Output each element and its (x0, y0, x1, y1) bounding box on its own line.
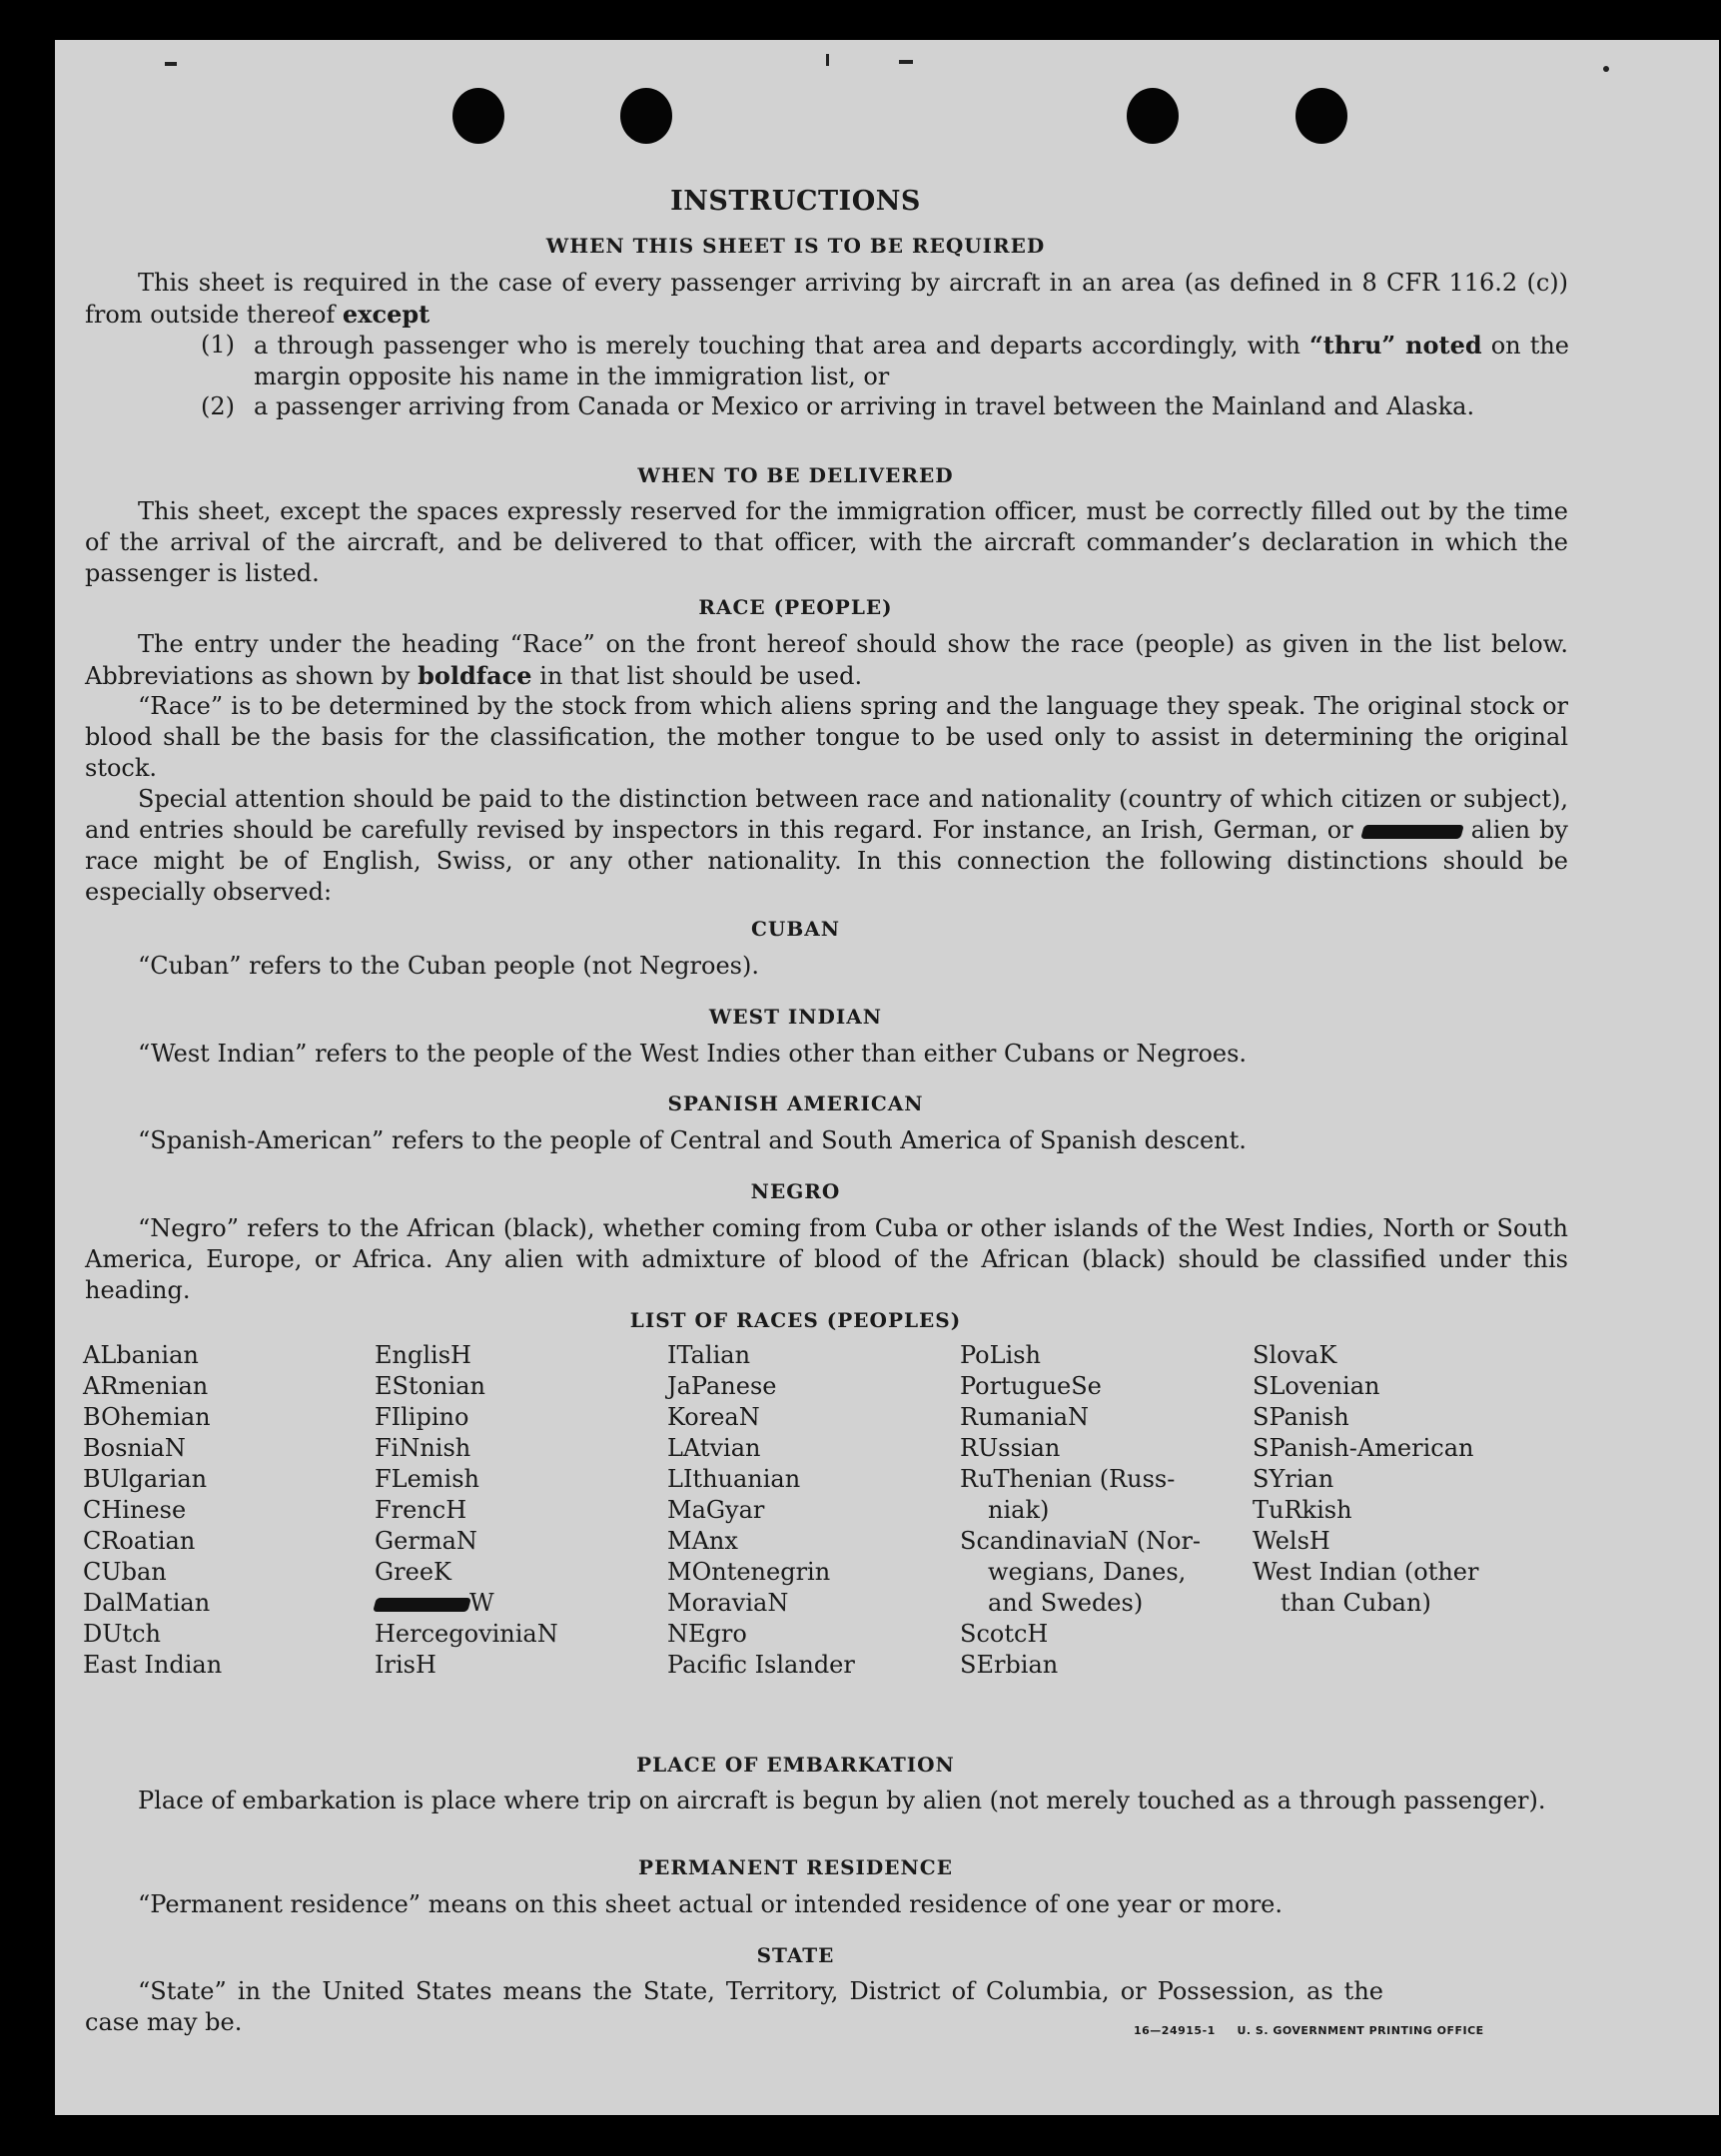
race-entry: SYrian (1253, 1465, 1334, 1493)
redaction-mark (1360, 825, 1464, 839)
race-entry: FiNnish (375, 1434, 471, 1462)
printer-imprint (1134, 2024, 1553, 2037)
race-entry: TuRkish (1253, 1496, 1352, 1524)
race-entry: ITalian (667, 1341, 751, 1369)
printing-office: U. S. GOVERNMENT PRINTING OFFICE (1237, 2024, 1484, 2037)
page-title: INSTRUCTIONS (670, 186, 921, 217)
race-entry: FrencH (375, 1496, 467, 1524)
residence-text: “Permanent residence” means on this sheet actual or intended residence of one year or more. (138, 1890, 1283, 1918)
race-entry: FIlipino (375, 1403, 469, 1431)
spanish-american-text: “Spanish-American” refers to the people of Central and South America of Spanish descent. (138, 1126, 1247, 1154)
race-entry: SLovenian (1253, 1372, 1380, 1400)
race-entry: MOntenegrin (667, 1558, 831, 1586)
race-entry: FLemish (375, 1465, 479, 1493)
speck (1603, 66, 1609, 72)
race-entry: BOhemian (83, 1403, 211, 1431)
heading-when-required: WHEN THIS SHEET IS TO BE REQUIRED (545, 234, 1046, 258)
delivered-text: This sheet, except the spaces expressly reserved for the immigration officer, must be correctly filled out by the time of the arrival of the aircraft, and be delivered to that officer, with the aircraft commander’s declaration in which the passenger is listed. (85, 497, 1568, 587)
race-entry: WelsH (1253, 1527, 1330, 1555)
heading-state: STATE (756, 1943, 835, 1967)
race-entry: SPanish (1253, 1403, 1349, 1431)
race-entry: JaPanese (667, 1372, 777, 1400)
heading-permanent-residence: PERMANENT RESIDENCE (638, 1855, 953, 1879)
race-entry: DalMatian (83, 1589, 211, 1617)
heading-west-indian: WEST INDIAN (708, 1005, 883, 1029)
race-entry: EnglisH (375, 1341, 471, 1369)
race-entry: East Indian (83, 1651, 223, 1679)
heading-place-of-embarkation: PLACE OF EMBARKATION (636, 1753, 955, 1777)
race-entry: ARmenian (83, 1372, 209, 1400)
race-entry: CHinese (83, 1496, 187, 1524)
heading-when-delivered: WHEN TO BE DELIVERED (637, 463, 954, 487)
negro-text: “Negro” refers to the African (black), whether coming from Cuba or other islands of the West Indies, North or South America, Europe, or Africa. Any alien with admixture of blood of the African (black) should be classified under this heading. (85, 1214, 1568, 1304)
race-entry: SPanish-American (1253, 1434, 1474, 1462)
heading-race: RACE (PEOPLE) (698, 595, 893, 619)
race-paragraph-2: “Race” is to be determined by the stock from which aliens spring and the language they speak. The original stock or blood shall be the basis for the classification, the mother tongue to be used only to assist in determining the original stock. (85, 692, 1568, 782)
race-paragraph-3: Special attention should be paid to the distinction between race and nationality (country of which citizen or subject), and entries should be carefully revised by inspectors in this regard. For instance, an Irish, German, or alien by race might be of English, Swiss, or any other nationality. In this connection the following distinctions should be especially observed: (85, 785, 1568, 906)
race-entry: PortugueSe (960, 1372, 1102, 1400)
races-column-5 (1253, 1340, 1478, 1619)
west-indian-text: “West Indian” refers to the people of the West Indies other than either Cubans or Negroes. (138, 1040, 1248, 1068)
race-entry: ALbanian (83, 1341, 199, 1369)
punch-hole (620, 88, 672, 144)
required-intro: This sheet is required in the case of every passenger arriving by aircraft in an area (as defined in 8 CFR 116.2 (c)) from outside thereof except (85, 269, 1568, 329)
embarkation-text: Place of embarkation is place where trip on aircraft is begun by alien (not merely touched as a through passenger). (138, 1787, 1546, 1814)
race-entry: RuThenian (Russ- (960, 1465, 1176, 1493)
race-entry: SErbian (960, 1651, 1059, 1679)
heading-spanish-american: SPANISH AMERICAN (667, 1091, 924, 1115)
document-page: INSTRUCTIONS WHEN THIS SHEET IS TO BE REQUIRED This sheet is required in the case of every passenger arriving by aircraft in an area (as defined in 8 CFR 116.2 (c)) from outside thereof except (1) a through passenger who is merely touching that area and departs accordingly, with “thru” noted on the margin opposite his name in the immigration list, or (2) a passenger arriving from Canada or Mexico or arriving in travel between the Mainland and Alaska. WHEN TO BE DELIVERED This sheet, except the spaces expressly reserved for the immigration officer, must be correctly filled out by the time of the arrival of the aircraft, and be delivered to that officer, with the aircraft commander’s declaration in which the passenger is listed. RACE (PEOPLE) The entry under the heading “Race” on the front hereof should show the race (people) as given in the list below. Abbreviations as shown by boldface in that list should be used. “Race” is to be determined by the stock from which aliens spring and the language they speak. The original stock or blood shall be the basis for the classification, the mother tongue to be used only to assist in determining the original stock. Special attention should be paid to the distinction between race and nationality (country of which citizen or subject), and entries should be carefully revised by inspectors in this regard. For instance, an Irish, German, or alien by race might be of English, Swiss, or any other nationality. In this connection the following distinctions should be especially observed: CUBAN “Cuban” refers to the Cuban people (not Negroes). WEST INDIAN “West Indian” refers to the people of the West Indies other than either Cubans or Negroes. SPANISH AMERICAN “Spanish-American” refers to the people of Central and South America of Spanish descent. NEGRO “Negro” refers to the African (black), whether coming from Cuba or other islands of the West Indies, North or South America, Europe, or Africa. Any alien with admixture of blood of the African (black) should be classified under this heading. LIST OF RACES (PEOPLES) ALbanian ARmenian BOhemian BosniaN BUlgarian CHinese CRoatian CUban DalMatian DUtch East Indian EnglisH EStonian FIlipino FiNnish FLemish FrencH GermaN GreeK W HercegoviniaN IrisH ITalian JaPanese KoreaN LAtvian LIthuanian MaGyar MAnx MOntenegrin MoraviaN NEgro Pacific Islander PoLish PortugueSe RumaniaN RUssian RuThenian (Russ- niak) ScandinaviaN (Nor- wegians, Danes, and Swedes) ScotcH SErbian SlovaK SLovenian SPanish SPanish-American SYrian TuRkish WelsH West Indian (other than Cuban) PLACE OF EMBARKATION Place of embarkation is place where trip on aircraft is begun by alien (not merely touched as a through passenger). PERMANENT RESIDENCE “Permanent residence” means on this sheet actual or intended residence of one year or more. STATE “State” in the United States means the State, Territory, District of Columbia, or Possession, as the case may be. 16—24915-1 U. S. GOVERNMENT PRINTING OFFICE (55, 40, 1719, 2115)
state-text: “State” in the United States means the State, Territory, District of Columbia, or Possession, as the case may be. (85, 1977, 1383, 2036)
heading-cuban: CUBAN (750, 917, 841, 941)
cuban-text: “Cuban” refers to the Cuban people (not Negroes). (138, 952, 759, 980)
race-entry: MAnx (667, 1527, 738, 1555)
race-entry: ScotcH (960, 1620, 1049, 1648)
race-entry: Pacific Islander (667, 1651, 855, 1679)
race-entry: CRoatian (83, 1527, 196, 1555)
race-entry: DUtch (83, 1620, 162, 1648)
race-entry-continued: and Swedes) (988, 1589, 1144, 1617)
heading-list-of-races: LIST OF RACES (PEOPLES) (629, 1308, 962, 1332)
punch-hole (1127, 88, 1179, 144)
races-column-4 (960, 1340, 1201, 1681)
race-entry: LAtvian (667, 1434, 761, 1462)
punch-hole (1295, 88, 1347, 144)
race-entry: KoreaN (667, 1403, 760, 1431)
races-column-3 (667, 1340, 855, 1681)
race-paragraph-1: The entry under the heading “Race” on the front hereof should show the race (people) as given in the list below. Abbreviations as shown by boldface in that list should be used. (85, 630, 1568, 690)
race-entry: RUssian (960, 1434, 1061, 1462)
speck (826, 54, 829, 66)
race-entry-continued: niak) (988, 1496, 1050, 1524)
race-entry: LIthuanian (667, 1465, 801, 1493)
race-entry: IrisH (375, 1651, 436, 1679)
races-column-1 (83, 1340, 222, 1681)
race-entry-continued: wegians, Danes, (988, 1558, 1187, 1586)
race-entry: West Indian (other (1253, 1558, 1479, 1586)
race-entry: MaGyar (667, 1496, 765, 1524)
race-entry: PoLish (960, 1341, 1042, 1369)
race-entry: CUban (83, 1558, 167, 1586)
heading-negro: NEGRO (750, 1179, 841, 1203)
race-entry: SlovaK (1253, 1341, 1337, 1369)
race-entry: BosniaN (83, 1434, 186, 1462)
race-entry: HercegoviniaN (375, 1620, 558, 1648)
race-entry-continued: than Cuban) (1281, 1589, 1431, 1617)
race-entry: MoraviaN (667, 1589, 789, 1617)
speck (165, 62, 177, 66)
race-entry: NEgro (667, 1620, 747, 1648)
punch-hole (452, 88, 504, 144)
form-number: 16—24915-1 (1134, 2024, 1216, 2037)
race-entry: EStonian (375, 1372, 485, 1400)
race-entry: BUlgarian (83, 1465, 208, 1493)
race-entry: ScandinaviaN (Nor- (960, 1527, 1202, 1555)
race-entry: RumaniaN (960, 1403, 1090, 1431)
race-entry: GreeK (375, 1558, 451, 1586)
race-entry: GermaN (375, 1527, 477, 1555)
race-entry-redacted: W (375, 1588, 558, 1619)
races-column-2 (375, 1340, 558, 1681)
speck (899, 60, 913, 64)
